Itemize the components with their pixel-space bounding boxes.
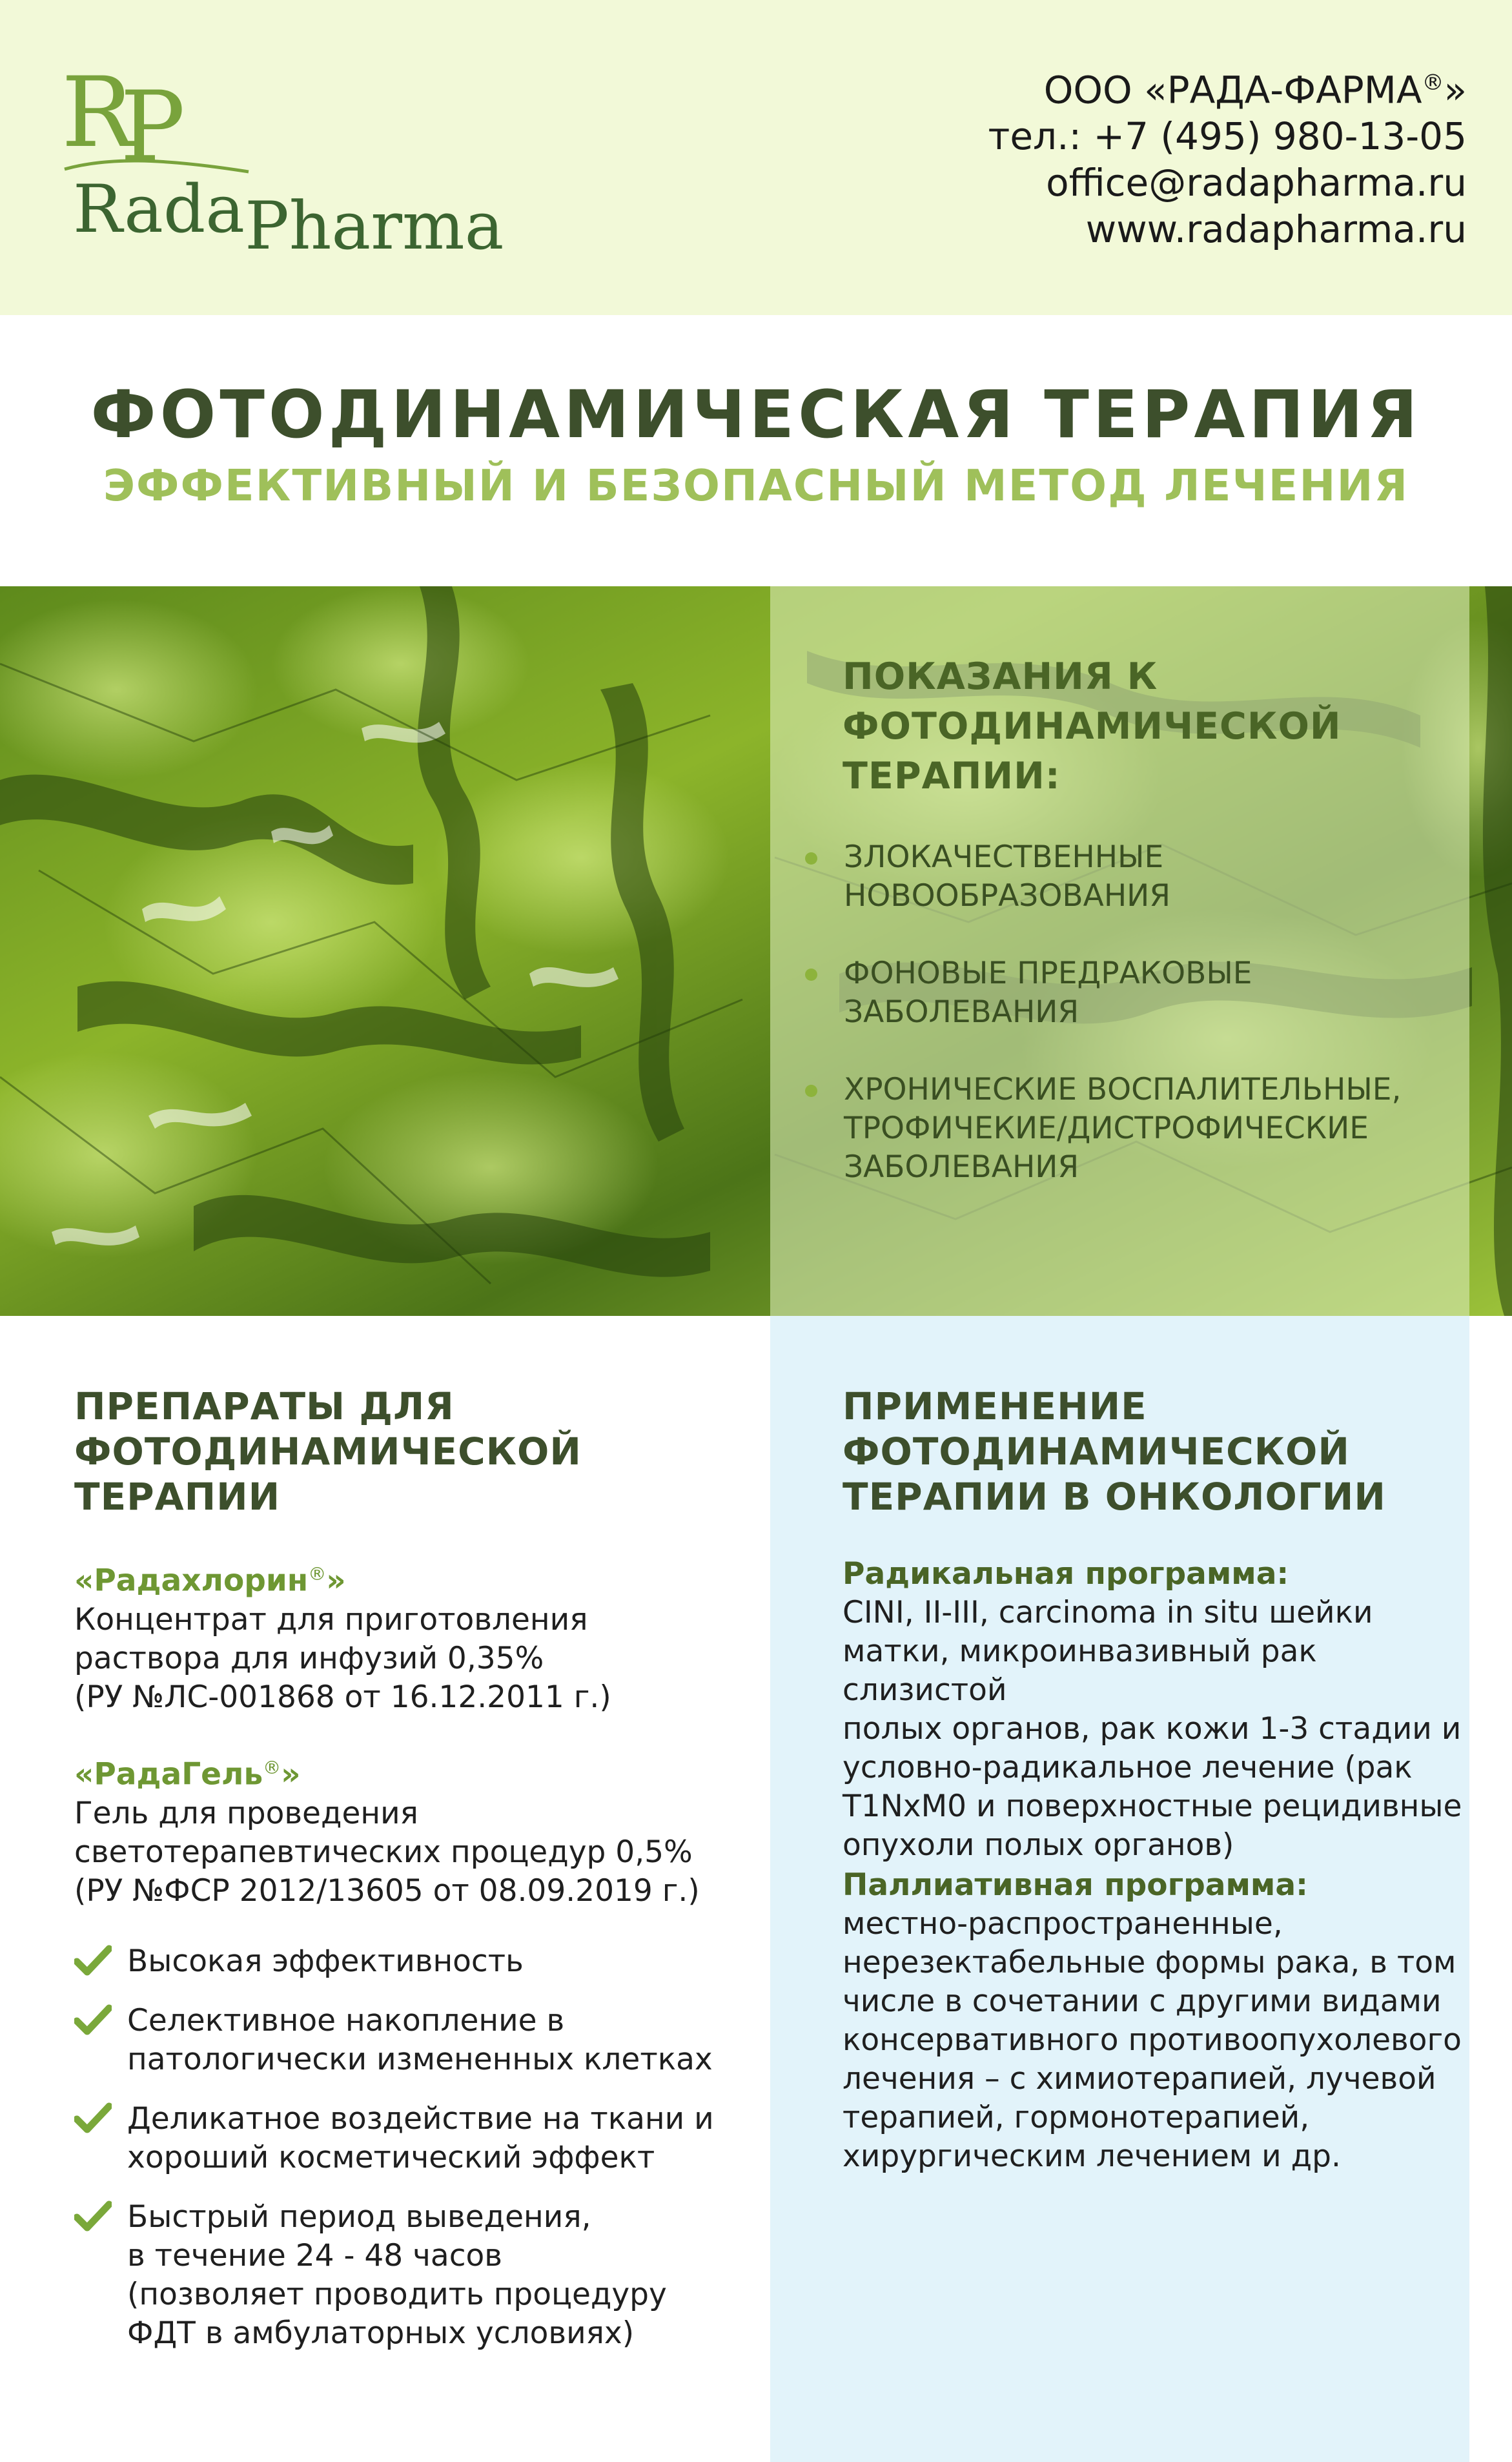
logo-word-rada: Rada: [73, 171, 245, 248]
logo-monogram-p: P: [119, 71, 176, 183]
indications-list: [804, 838, 1462, 1226]
list-item: ФОНОВЫЕ ПРЕДРАКОВЫЕ ЗАБОЛЕВАНИЯ: [804, 954, 1462, 1032]
drug-name: «РадаГель®»: [74, 1756, 301, 1792]
preparations-heading: ПРЕПАРАТЫ ДЛЯ ФОТОДИНАМИЧЕСКОЙ ТЕРАПИИ: [74, 1384, 582, 1519]
bullet-icon: [805, 852, 817, 865]
drug-radagel: «РадаГель®» Гель для проведения светотерапевтических процедур 0,5% (РУ №ФСР 2012/13605 от 08.09.2019 г.): [74, 1749, 752, 1911]
drug-name: «Радахлорин®»: [74, 1563, 346, 1599]
company-name: ООО «РАДА-ФАРМА®»: [1043, 68, 1467, 112]
page-title: ФОТОДИНАМИЧЕСКАЯ ТЕРАПИЯ: [90, 376, 1422, 453]
logo-word-pharma: Pharma: [245, 188, 504, 265]
checkmark-icon: [74, 2102, 112, 2135]
checkmark-icon: [74, 1945, 112, 1977]
checkmark-icon: [74, 2004, 112, 2036]
radapharma-logo[interactable]: [61, 57, 504, 265]
list-item: ЗЛОКАЧЕСТВЕННЫЕ НОВООБРАЗОВАНИЯ: [804, 838, 1462, 916]
email-link[interactable]: office@radapharma.ru: [1046, 161, 1467, 205]
phone-number[interactable]: тел.: +7 (495) 980-13-05: [988, 114, 1467, 159]
bullet-icon: [805, 1085, 817, 1097]
program-title: Паллиативная программа:: [843, 1867, 1308, 1903]
indications-heading: ПОКАЗАНИЯ К ФОТОДИНАМИЧЕСКОЙ ТЕРАПИИ:: [843, 655, 1342, 797]
list-item: ХРОНИЧЕСКИЕ ВОСПАЛИТЕЛЬНЫЕ, ТРОФИЧЕКИЕ/ДИСТРОФИЧЕСКИЕ ЗАБОЛЕВАНИЯ: [804, 1071, 1462, 1187]
benefits-list: [74, 1942, 759, 2374]
logo-wordmark: [73, 168, 504, 265]
checkmark-icon: [74, 2200, 112, 2233]
logo-monogram-r: R: [61, 57, 125, 169]
contact-block: [988, 59, 1467, 252]
logo-monogram: [61, 57, 181, 183]
bullet-icon: [805, 969, 817, 981]
palliative-program: Паллиативная программа: местно-распространенные, нерезектабельные формы рака, в том числе в сочетании с другими видами консервативного противоопухолевого лечения – с химиотерапией, лучевой терапией, гормонотерапией, хирургическим лечением и др.: [843, 1867, 1462, 2174]
website-link[interactable]: www.radapharma.ru: [1085, 207, 1467, 252]
header-banner: [0, 0, 1512, 315]
list-item: Деликатное воздействие на ткани и хороший косметический эффект: [74, 2100, 759, 2177]
list-item: Высокая эффективность: [74, 1942, 759, 1981]
list-item: Быстрый период выведения, в течение 24 - 48 часов (позволяет проводить процедуру ФДТ в амбулаторных условиях): [74, 2198, 759, 2353]
drug-radachlorin: «Радахлорин®» Концентрат для приготовления раствора для инфузий 0,35% (РУ №ЛС-001868 от 16.12.2011 г.): [74, 1555, 752, 1717]
page-subtitle: ЭФФЕКТИВНЫЙ И БЕЗОПАСНЫЙ МЕТОД ЛЕЧЕНИЯ: [103, 460, 1409, 511]
list-item: Селективное накопление в патологически измененных клетках: [74, 2002, 759, 2079]
program-title: Радикальная программа:: [843, 1556, 1289, 1592]
oncology-heading: ПРИМЕНЕНИЕ ФОТОДИНАМИЧЕСКОЙ ТЕРАПИИ В ОНКОЛОГИИ: [843, 1384, 1386, 1519]
radical-program: Радикальная программа: CINI, II-III, carcinoma in situ шейки матки, микроинвазивный рак слизистой полых органов, рак кожи 1-3 стадии и условно-радикальное лечение (рак T1NxM0 и поверхностные рецидивные опухоли полых органов): [843, 1556, 1462, 1863]
